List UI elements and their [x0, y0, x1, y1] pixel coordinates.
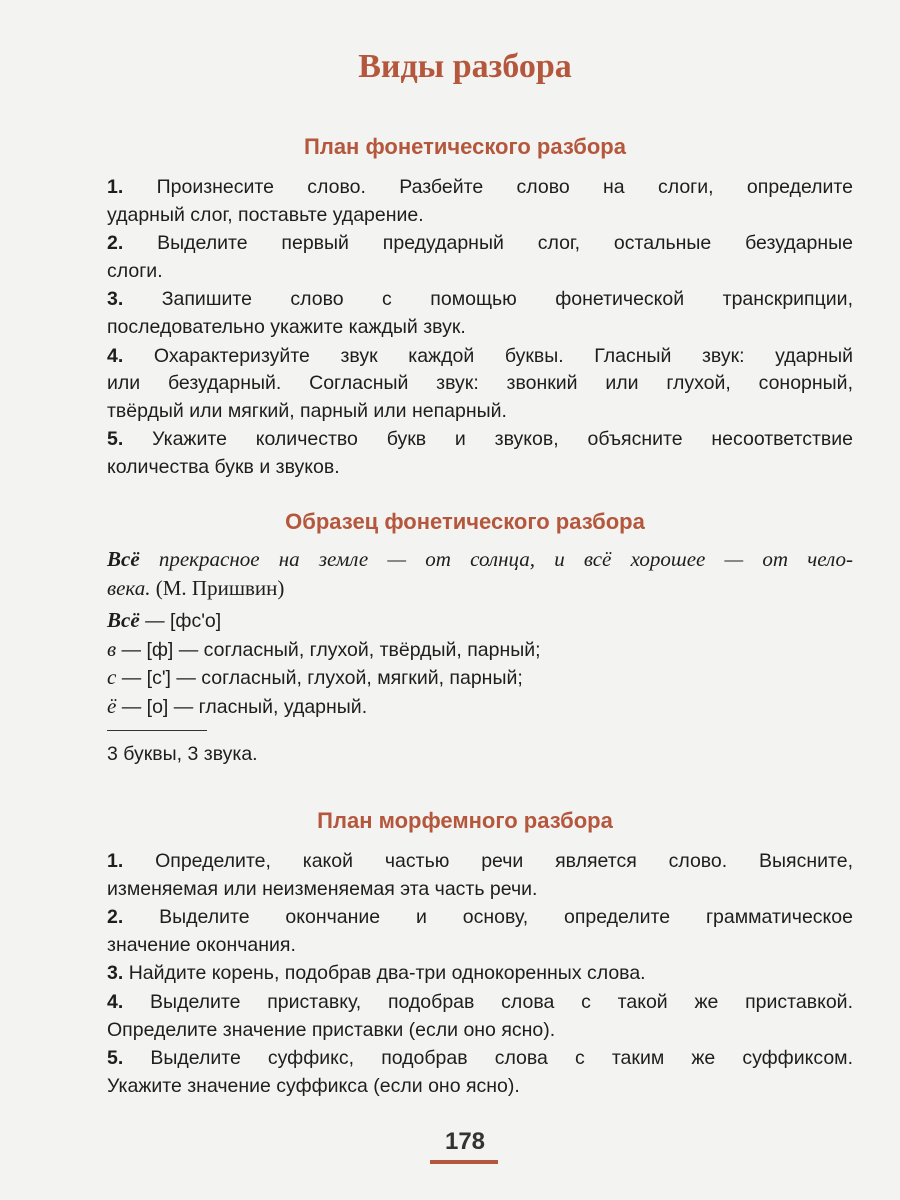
quote-text-end: века.: [107, 575, 151, 600]
letter-desc: — [о] — гласный, ударный.: [116, 695, 368, 718]
list-item-line: [107, 1045, 853, 1073]
morpheme-plan-heading: План морфемного разбора: [317, 808, 613, 833]
item-text: Выделите приставку, подобрав слова с такой же приставкой.: [150, 990, 853, 1013]
item-text: или безударный. Согласный звук: звонкий или глухой, сонорный,: [107, 372, 853, 395]
list-item-line: [107, 904, 853, 932]
list-item-line: [107, 314, 853, 342]
letter-line: [107, 636, 853, 665]
item-number: 5.: [107, 428, 124, 451]
item-number: 3.: [107, 288, 124, 311]
item-number: 3.: [107, 962, 124, 985]
list-item-line: [107, 286, 853, 314]
list-item-line: [107, 230, 853, 258]
sample-word: Всё: [107, 608, 140, 633]
item-number: 4.: [107, 990, 124, 1013]
phonetic-sample: [107, 546, 853, 768]
item-text: Выделите суффикс, подобрав слова с таким же суффиксом.: [150, 1047, 853, 1070]
quote-line-1: [107, 546, 853, 575]
list-item-line: [107, 876, 853, 904]
list-item-line: [107, 454, 853, 482]
list-item: [107, 174, 853, 229]
phonetic-sample-heading: Образец фонетического разбора: [285, 509, 645, 534]
list-item: [107, 904, 853, 959]
list-item: [107, 426, 853, 481]
quote-text: прекрасное на земле — от солнца, и всё хорошее — от чело-: [139, 547, 853, 571]
word-transcription-line: [107, 607, 853, 636]
list-item-line: [107, 398, 853, 426]
list-item-line: [107, 848, 853, 876]
letter: в: [107, 636, 117, 661]
item-text: Найдите корень, подобрав два-три однокоренных слова.: [128, 962, 646, 985]
quote-author: (М. Пришвин): [150, 575, 285, 600]
list-item: [107, 848, 853, 903]
list-item: [107, 343, 853, 426]
list-item-line: [107, 1073, 853, 1101]
item-text: твёрдый или мягкий, парный или непарный.: [107, 399, 507, 422]
list-item-line: [107, 989, 853, 1017]
transcription: — [фс'о]: [139, 610, 222, 633]
item-text: Произнесите слово. Разбейте слово на слоги, определите: [156, 176, 853, 198]
item-text: значение окончания.: [107, 933, 296, 956]
divider: [107, 730, 207, 731]
item-number: 2.: [107, 232, 124, 255]
item-text: Выделите окончание и основу, определите грамматическое: [159, 906, 853, 929]
page-number-underline: [430, 1160, 498, 1164]
summary: 3 буквы, 3 звука.: [107, 742, 258, 765]
item-text: Охарактеризуйте звук каждой буквы. Гласный звук: ударный: [153, 344, 854, 367]
phonetic-plan-heading: План фонетического разбора: [304, 134, 626, 159]
letter: с: [107, 665, 117, 690]
morpheme-plan-list: [107, 848, 853, 1101]
letter-line: [107, 693, 853, 722]
list-item-line: [107, 370, 853, 398]
list-item-line: [107, 932, 853, 960]
list-item-line: [107, 258, 853, 286]
item-text: Определите, какой частью речи является слово. Выясните,: [155, 850, 853, 872]
list-item-line: [107, 960, 853, 988]
letter-desc: — [ф] — согласный, глухой, твёрдый, парный;: [116, 638, 541, 661]
item-number: 2.: [107, 906, 124, 929]
list-item: [107, 989, 853, 1044]
list-item-line: [107, 1017, 853, 1045]
quote-bold-word: Всё: [107, 547, 140, 571]
page-title: Виды разбора: [358, 48, 572, 85]
list-item: [107, 960, 853, 988]
list-item-line: [107, 343, 853, 371]
item-text: количества букв и звуков.: [107, 455, 340, 478]
list-item: [107, 1045, 853, 1100]
item-text: Выделите первый предударный слог, остальные безударные: [157, 232, 853, 255]
item-text: последовательно укажите каждый звук.: [107, 315, 466, 338]
list-item: [107, 230, 853, 285]
list-item: [107, 286, 853, 341]
item-number: 1.: [107, 850, 124, 872]
item-number: 4.: [107, 344, 124, 367]
letter: ё: [107, 693, 117, 718]
phonetic-plan-list: [107, 174, 853, 483]
letter-line: [107, 664, 853, 693]
quote-line-2: [107, 575, 853, 604]
item-number: 1.: [107, 176, 124, 198]
list-item-line: [107, 426, 853, 454]
list-item-line: [107, 202, 853, 230]
item-text: Определите значение приставки (если оно ясно).: [107, 1018, 556, 1041]
item-text: ударный слог, поставьте ударение.: [107, 203, 424, 226]
item-text: Укажите количество букв и звуков, объясните несоответствие: [152, 428, 853, 451]
item-text: Запишите слово с помощью фонетической транскрипции,: [161, 288, 853, 311]
item-text: Укажите значение суффикса (если оно ясно).: [107, 1074, 520, 1097]
item-number: 5.: [107, 1047, 124, 1070]
list-item-line: [107, 174, 853, 202]
item-text: изменяемая или неизменяемая эта часть речи.: [107, 877, 538, 900]
item-text: слоги.: [107, 259, 163, 282]
page-number: 178: [444, 1128, 486, 1155]
letter-desc: — [с'] — согласный, глухой, мягкий, парный;: [116, 667, 523, 690]
